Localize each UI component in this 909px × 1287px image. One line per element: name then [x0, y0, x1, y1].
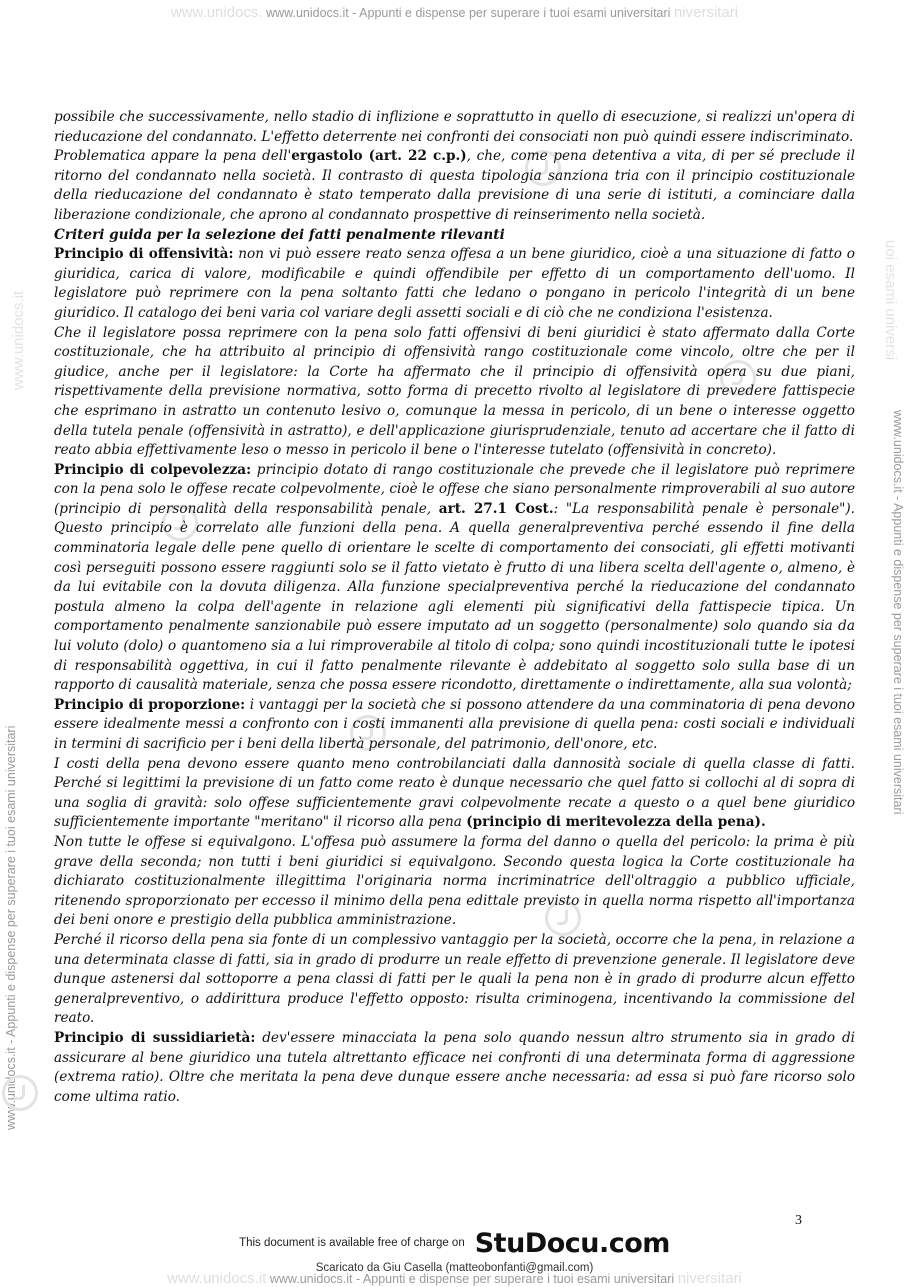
- watermark-top-ghost-right: niversitari: [673, 4, 739, 21]
- downloaded-by: Scaricato da Giu Casella (matteobonfanti@gmail.com): [315, 1262, 594, 1274]
- paragraph: Principio di proporzione: i vantaggi per la società che si possono attendere da una comminatoria di pena devono essere idealmente messi a confronto con i costi immanenti alla previsione di quella pena: costi sociali e individuali in termini di sacrificio per i beni della libertà personale, del patrimonio, dell'onore, etc.: [54, 696, 855, 752]
- watermark-bottom-link[interactable]: www.unidocs.it - Appunti e dispense per superare i tuoi esami universitari: [269, 1272, 675, 1286]
- principle-title: Principio di offensività:: [54, 246, 234, 263]
- studocu-logo[interactable]: StuDocu.com: [474, 1227, 670, 1259]
- paragraph: Perché il ricorso della pena sia fonte di un complessivo vantaggio per la società, occorre che la pena, in relazione a una determinata classe di fatti, sia in grado di produrre un reale effetto di prevenzione generale. Il legislatore deve dunque astenersi dal sottoporre a pena classi di fatti per le quali la pena non è in grado di produrre alcun effetto generalpreventivo, o addirittura produce l'effetto opposto: risulta criminogena, incentivando la commissione del reato.: [54, 931, 855, 1027]
- bold-reference: (principio di meritevolezza della pena).: [466, 814, 766, 831]
- principle-title: Principio di colpevolezza:: [54, 461, 252, 478]
- watermark-top-link[interactable]: www.unidocs.it - Appunti e dispense per superare i tuoi esami universitari: [266, 6, 671, 20]
- principle-title: Principio di proporzione:: [54, 696, 246, 713]
- watermark-bottom-ghost-right: niversitari: [677, 1270, 742, 1287]
- watermark-bottom: [0, 1270, 909, 1287]
- watermark-bottom-ghost-left: www.unidocs.it: [167, 1270, 267, 1287]
- footer-free-text: This document is available free of charge on: [239, 1237, 465, 1249]
- paragraph: possibile che successivamente, nello stadio di inflizione e soprattutto in quello di esecuzione, si realizzi un'opera di rieducazione del condannato. L'effetto deterrente nei confronti dei consociati non può quindi essere indiscriminato.: [54, 109, 855, 145]
- watermark-right: www.unidocs.it - Appunti e dispense per superare i tuoi esami universitari: [891, 410, 905, 815]
- document-body: [54, 108, 855, 1107]
- footer-banner: [0, 1226, 909, 1260]
- page-number: 3: [795, 1213, 802, 1228]
- paragraph: Principio di offensività: non vi può essere reato senza offesa a un bene giuridico, cioè a una situazione di fatto o giuridica, carica di valore, modificabile e quindi offendibile per effetto di un comportamento dell'uomo. Il legislatore può reprimere con la pena soltanto fatti che ledano o pongano in pericolo l'integrità di un bene giuridico. Il catalogo dei beni varia col variare degli assetti sociali e di ciò che ne condiziona l'esistenza.: [54, 246, 855, 321]
- watermark-top-ghost-left: www.unidocs.: [170, 4, 263, 21]
- paragraph: Che il legislatore possa reprimere con la pena solo fatti offensivi di beni giuridici è stato affermato dalla Corte costituzionale, che ha attribuito al principio di offensività rango costituzionale come vincolo, oltre che per il giudice, anche per il legislatore: la Corte ha affermato che il principio di offensività opera su due piani, rispettivamente della previsione normativa, sotto forma di precetto rivolto al legislatore di prevedere fattispecie che esprimano in astratto un contenuto lesivo o, comunque la messa in pericolo, di un bene o interesse oggetto della tutela penale (offensività in astratto), e dell'applicazione giurisprudenziale, tenuto ad accertare che il fatto di reato abbia effettivamente leso o messo in pericolo il bene o l'interesse tutelato (offensività in concreto).: [54, 324, 855, 459]
- watermark-right-ghost: uoi esami universi: [882, 240, 899, 361]
- watermark-logo-icon: [2, 1075, 38, 1111]
- paragraph: Problematica appare la pena dell'ergastolo (art. 22 c.p.), che, come pena detentiva a vita, di per sé preclude il ritorno del condannato nella società. Il contrasto di questa tipologia sanziona tria con il principio costituzionale della rieducazione del condannato è stato temperato dalla previsione di una serie di istituti, a cominciare dalla liberazione condizionale, che aprono al condannato prospettive di reinserimento nella società.: [54, 148, 855, 223]
- watermark-left-ghost: www.unidocs.it: [10, 290, 27, 390]
- watermark-top: [0, 4, 909, 21]
- paragraph: I costi della pena devono essere quanto meno controbilanciati dalla dannosità sociale di quella classe di fatti. Perché si legittimi la previsione di un fatto come reato è dunque necessario che quel fatto si collochi al di sopra di una soglia di gravità: solo offese sufficientemente gravi colpevolmente recate a questo o a quel bene giuridico sufficientemente importante "meritano" il ricorso alla pena (principio di meritevolezza della pena).: [54, 755, 855, 831]
- section-heading: Criteri guida per la selezione dei fatti penalmente rilevanti: [54, 226, 505, 243]
- bold-reference: art. 27.1 Cost.: [438, 500, 554, 517]
- paragraph: Non tutte le offese si equivalgono. L'offesa può assumere la forma del danno o quella del pericolo: la prima è più grave della seconda; non tutti i beni giuridici si equivalgono. Secondo questa logica la Corte costituzionale ha dichiarato costituzionalmente illegittima l'originaria norma incriminatrice dell'oltraggio a pubblico ufficiale, ritenendo sproporzionato per eccesso il minimo della pena edittale previsto in quella norma rispetto all'importanza dei beni onore e prestigio della pubblica amministrazione.: [54, 833, 855, 929]
- bold-reference: ergastolo (art. 22 c.p.): [291, 148, 467, 165]
- paragraph: Principio di sussidiarietà: dev'essere minacciata la pena solo quando nessun altro strumento sia in grado di assicurare al bene giuridico una tutela altrettanto efficace nei confronti di una determinata forma di aggressione (extrema ratio). Oltre che meritata la pena deve dunque essere anche necessaria: ad essa si può fare ricorso solo come ultima ratio.: [54, 1029, 855, 1105]
- paragraph: Principio di colpevolezza: principio dotato di rango costituzionale che prevede che il legislatore può reprimere con la pena solo le offese recate colpevolmente, cioè le offese che siano personalmente rimproverabili al suo autore (principio di personalità della responsabilità penale, art. 27.1 Cost.: "La responsabilità penale è personale"). Questo principio è correlato alle funzioni della pena. A quella generalpreventiva perché essendo il fine della comminatoria legale delle pene quello di orientare le scelte di comportamento dei consociati, gli effetti motivanti così perseguiti possono essere raggiunti solo se il fatto vietato è frutto di una libera scelta dell'agente o, almeno, è da lui evitabile con la dovuta diligenza. Alla funzione specialpreventiva perché la rieducazione del condannato postula almeno la colpa dell'agente in relazione agli elementi più significativi della fattispecie tipica. Un comportamento penalmente sanzionabile può essere imputato ad un soggetto (personalmente) solo quando sia da lui voluto (dolo) o quantomeno sia a lui rimproverabile al titolo di colpa; sono quindi incostituzionali tutte le ipotesi di responsabilità oggettiva, in cui il fatto penalmente rilevante è addebitato al soggetto solo sulla base di un rapporto di causalità materiale, senza che possa essere ricondotto, direttamente o indirettamente, alla sua volontà;: [54, 461, 856, 694]
- principle-title: Principio di sussidiarietà:: [54, 1029, 256, 1046]
- watermark-left: www.unidocs.it - Appunti e dispense per superare i tuoi esami universitari: [4, 725, 18, 1130]
